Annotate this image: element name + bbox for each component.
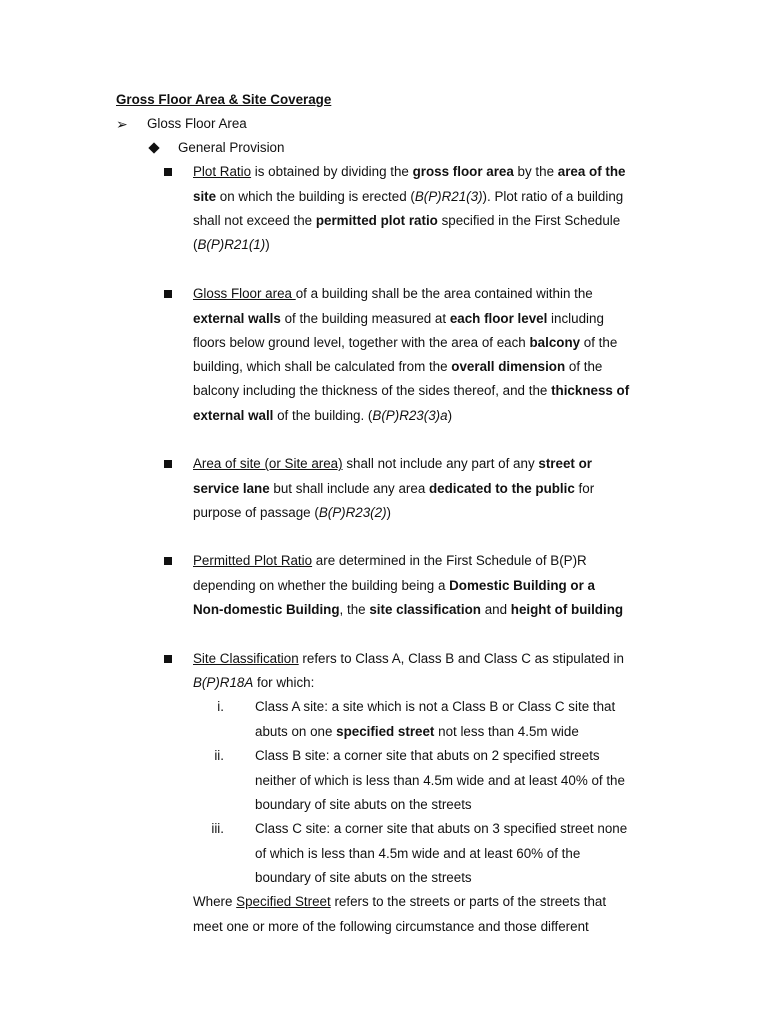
specified-street-term: Specified Street — [236, 894, 331, 909]
square-bullet-icon — [164, 460, 172, 468]
plot-ratio-line-4: (B(P)R21(1)) — [193, 237, 270, 252]
site-area-line-3: purpose of passage (B(P)R23(2)) — [193, 505, 391, 520]
list-item-line: Class B site: a corner site that abuts on 2 specified streets — [255, 748, 600, 763]
permitted-line-3: Non-domestic Building, the site classification and height of building — [193, 602, 624, 617]
plot-ratio-line-3: shall not exceed the permitted plot ratio specified in the First Schedule — [193, 213, 621, 228]
square-bullet-icon — [164, 655, 172, 663]
gfa-line-3: floors below ground level, together with the area of each balcony of the — [193, 335, 618, 350]
list-item-line: Class C site: a corner site that abuts on 3 specified street none — [255, 821, 628, 836]
permitted-line-1: Permitted Plot Ratio are determined in the First Schedule of B(P)R — [193, 553, 587, 568]
plot-ratio-term: Plot Ratio — [193, 164, 252, 179]
site-class-line-1: Site Classification refers to Class A, Class B and Class C as stipulated in — [193, 651, 624, 666]
where-line-1: Where Specified Street refers to the streets or parts of the streets that — [193, 894, 607, 909]
gfa-line-5: balcony including the thickness of the sides thereof, and the thickness of — [193, 383, 630, 398]
list-number: i. — [217, 699, 224, 714]
document-title: Gross Floor Area & Site Coverage — [116, 92, 332, 107]
list-number: ii. — [214, 748, 224, 763]
gfa-term: Gloss Floor area — [193, 286, 296, 301]
site-area-line-2: service lane but shall include any area dedicated to the public for — [193, 481, 595, 496]
permitted-term: Permitted Plot Ratio — [193, 553, 313, 568]
square-bullet-icon — [164, 168, 172, 176]
gfa-line-2: external walls of the building measured at each floor level including — [193, 311, 604, 326]
list-item-line: boundary of site abuts on the streets — [255, 870, 472, 885]
diamond-bullet-icon — [148, 142, 159, 153]
site-area-term: Area of site (or Site area) — [193, 456, 343, 471]
list-item-line: of which is less than 4.5m wide and at least 60% of the — [255, 846, 581, 861]
site-class-line-2: B(P)R18A for which: — [193, 675, 315, 690]
site-class-term: Site Classification — [193, 651, 299, 666]
list-number: iii. — [211, 821, 224, 836]
list-item-line: boundary of site abuts on the streets — [255, 797, 472, 812]
plot-ratio-line-2: site on which the building is erected (B(P)R21(3)). Plot ratio of a building — [193, 189, 624, 204]
gfa-line-1: Gloss Floor area of a building shall be the area contained within the — [193, 286, 593, 301]
where-line-2: meet one or more of the following circumstance and those different — [193, 919, 589, 934]
list-item-line: Class A site: a site which is not a Class B or Class C site that — [255, 699, 616, 714]
gfa-line-4: building, which shall be calculated from the overall dimension of the — [193, 359, 603, 374]
arrow-bullet-icon: ➢ — [116, 116, 128, 132]
section-heading: Gloss Floor Area — [147, 116, 247, 131]
list-item-line: neither of which is less than 4.5m wide and at least 40% of the — [255, 773, 625, 788]
gfa-line-6: external wall of the building. (B(P)R23(3)a) — [193, 408, 453, 423]
square-bullet-icon — [164, 290, 172, 298]
plot-ratio-line-1: Plot Ratio is obtained by dividing the gross floor area by the area of the — [193, 164, 626, 179]
square-bullet-icon — [164, 557, 172, 565]
permitted-line-2: depending on whether the building being a Domestic Building or a — [193, 578, 595, 593]
site-area-line-1: Area of site (or Site area) shall not include any part of any street or — [193, 456, 592, 471]
list-item-line: abuts on one specified street not less than 4.5m wide — [255, 724, 579, 739]
subsection-heading: General Provision — [178, 140, 285, 155]
